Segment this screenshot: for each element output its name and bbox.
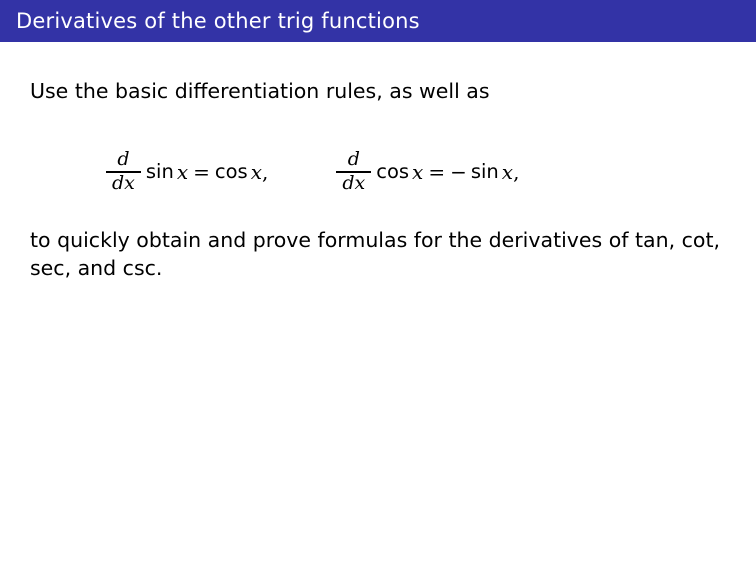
result-variable: x xyxy=(250,159,262,184)
fraction-denominator: dx xyxy=(112,171,135,194)
result-function-name: cos xyxy=(214,160,248,184)
formula-trailing-comma: , xyxy=(513,159,520,184)
formula-derivative-of-cosine xyxy=(336,150,519,193)
function-name: sin xyxy=(145,160,174,184)
outro-paragraph: to quickly obtain and prove formulas for the derivatives of tan, cot, sec, and csc. xyxy=(30,228,721,280)
formula-derivative-of-sine xyxy=(106,150,268,193)
function-variable: x xyxy=(176,159,189,184)
fraction-d-dx xyxy=(106,150,141,193)
slide-title-bar xyxy=(0,0,756,42)
function-variable: x xyxy=(412,159,424,184)
fraction-d-dx xyxy=(336,150,371,193)
slide-title: Derivatives of the other trig functions xyxy=(16,9,420,33)
equals-sign: = xyxy=(428,159,446,184)
equals-sign: = xyxy=(193,159,210,184)
formula-trailing-comma: , xyxy=(261,159,269,184)
fraction-numerator: d xyxy=(347,148,360,171)
intro-paragraph: Use the basic differentiation rules, as well as xyxy=(30,79,490,103)
result-variable: x xyxy=(501,159,514,184)
function-name: cos xyxy=(376,160,410,184)
fraction-denominator: dx xyxy=(342,171,366,194)
formula-row xyxy=(30,137,730,207)
slide-body xyxy=(0,42,756,567)
fraction-numerator: d xyxy=(117,148,130,171)
minus-sign: − xyxy=(450,159,467,184)
result-function-name: sin xyxy=(470,160,499,184)
